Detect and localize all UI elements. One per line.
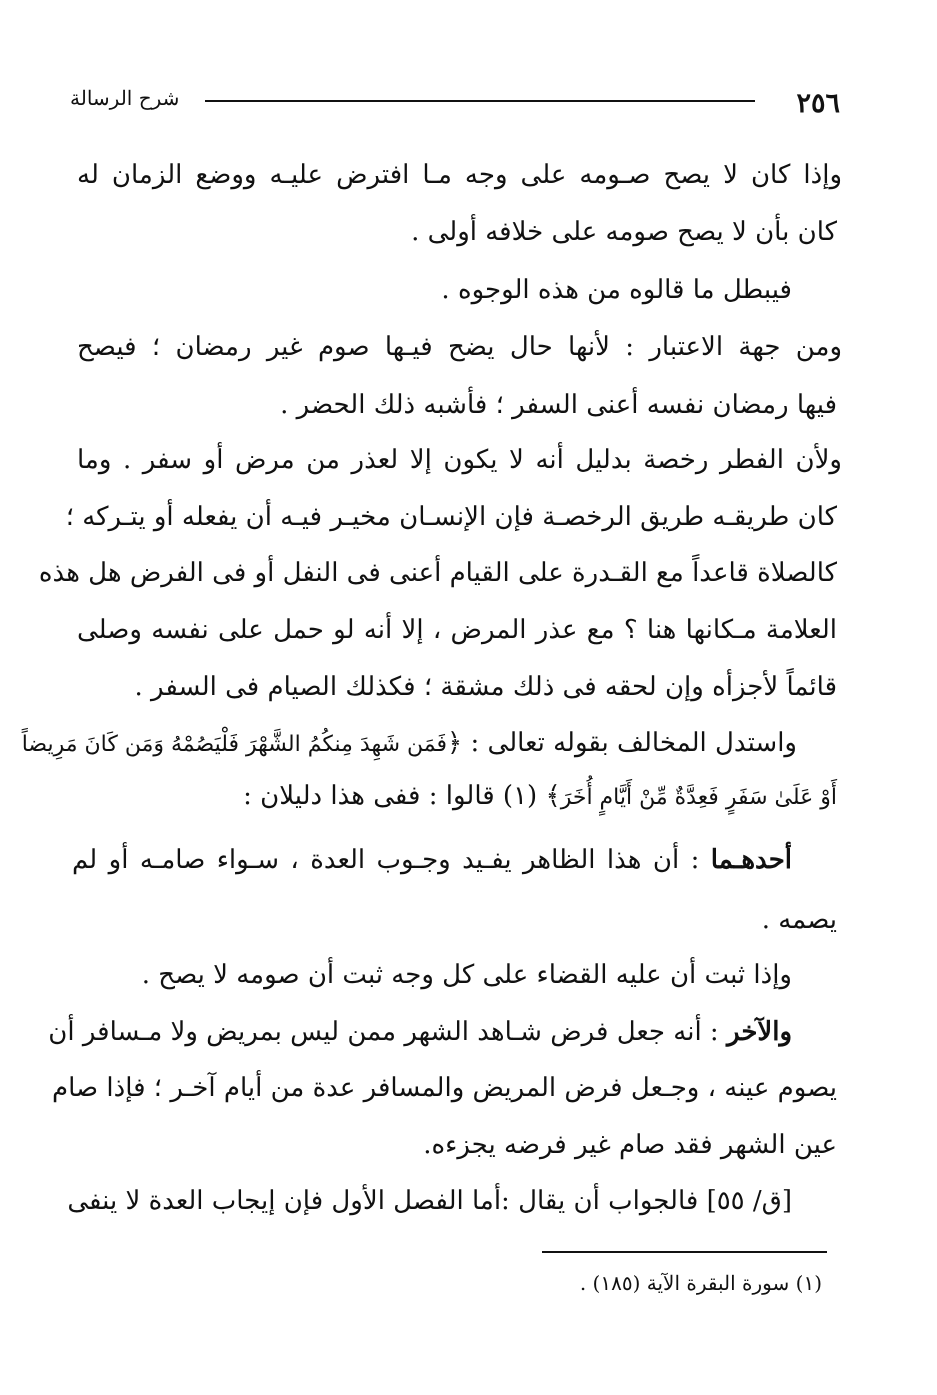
point-text: : أن هذا الظاهر يفـيد وجـوب العدة ، سـواء صامـه أو لم <box>72 845 711 875</box>
text-line: كان بأن لا يصح صومه على خلافه أولى . <box>411 217 837 247</box>
quran-verse: فَمَن شَهِدَ مِنكُمُ الشَّهْرَ فَلْيَصُمْهُ وَمَن كَانَ مَرِيضاً <box>21 732 448 757</box>
point-text: : أنه جعل فرض شـاهد الشهر ممن ليس بمريض ولا مـسافر أن <box>48 1017 727 1047</box>
verse-intro: واستدل المخالف بقوله تعالى : ﴿ <box>447 728 797 758</box>
footnote-rule <box>542 1251 827 1253</box>
verse-outro: ﴾ (١) قالوا : ففى هذا دليلان : <box>243 781 561 811</box>
text-line: كان طريقـه طريق الرخصـة فإن الإنسـان مخيـر فيـه أن يفعله أو يتـركه ؛ <box>65 502 837 532</box>
text-line: العلامة مـكانها هنا ؟ مع عذر المرض ، إلا أنه لو حمل على نفسه وصلى <box>77 615 837 645</box>
page-header <box>70 86 840 122</box>
text-line: كالصلاة قاعداً مع القـدرة على القيام أعنى فى النفل أو فى الفرض هل هذه <box>38 558 837 588</box>
verse-line <box>21 723 797 765</box>
text-line: وإذا ثبت أن عليه القضاء على كل وجه ثبت أن صومه لا يصح . <box>141 960 792 990</box>
text-line: ومن جهة الاعتبار : لأنها حال يضح فيـها صوم غير رمضان ؛ فيصح <box>77 332 842 362</box>
footnote: (١) سورة البقرة الآية (١٨٥) . <box>579 1271 822 1295</box>
text-line: وإذا كان لا يصح صـومه على وجه مـا افترض عليـه ووضع الزمان له <box>77 160 842 190</box>
header-rule <box>205 100 755 102</box>
text-line: فيبطل ما قالوه من هذه الوجوه . <box>441 275 792 305</box>
running-title: شرح الرسالة <box>70 86 180 110</box>
text-line: قائماً لأجزأه وإن لحقه فى ذلك مشقة ؛ فكذلك الصيام فى السفر . <box>134 672 837 702</box>
text-line: ولأن الفطر رخصة بدليل أنه لا يكون إلا لعذر من مرض أو سفر . وما <box>77 445 842 475</box>
text-line: [ق/ ٥٥] فالجواب أن يقال :أما الفصل الأول فإن إيجاب العدة لا ينفى <box>67 1186 792 1216</box>
page-number: ٢٥٦ <box>796 88 840 119</box>
quran-verse: أَوْ عَلَىٰ سَفَرٍ فَعِدَّةٌ مِّنْ أَيَّامٍ أُخَرَ <box>560 785 837 810</box>
point-line <box>72 840 792 880</box>
text-line: يصوم عينه ، وجـعل فرض المريض والمسافر عدة من أيام آخـر ؛ فإذا صام <box>52 1073 837 1103</box>
point-line <box>48 1012 792 1052</box>
text-line: عين الشهر فقد صام غير فرضه يجزءه. <box>423 1130 837 1160</box>
text-line: يصمه . <box>761 905 837 935</box>
verse-line <box>72 776 837 818</box>
text-line: فيها رمضان نفسه أعنى السفر ؛ فأشبه ذلك الحضر . <box>280 390 837 420</box>
point-term: والآخر <box>726 1017 792 1047</box>
point-term: أحدهـما <box>710 845 792 875</box>
